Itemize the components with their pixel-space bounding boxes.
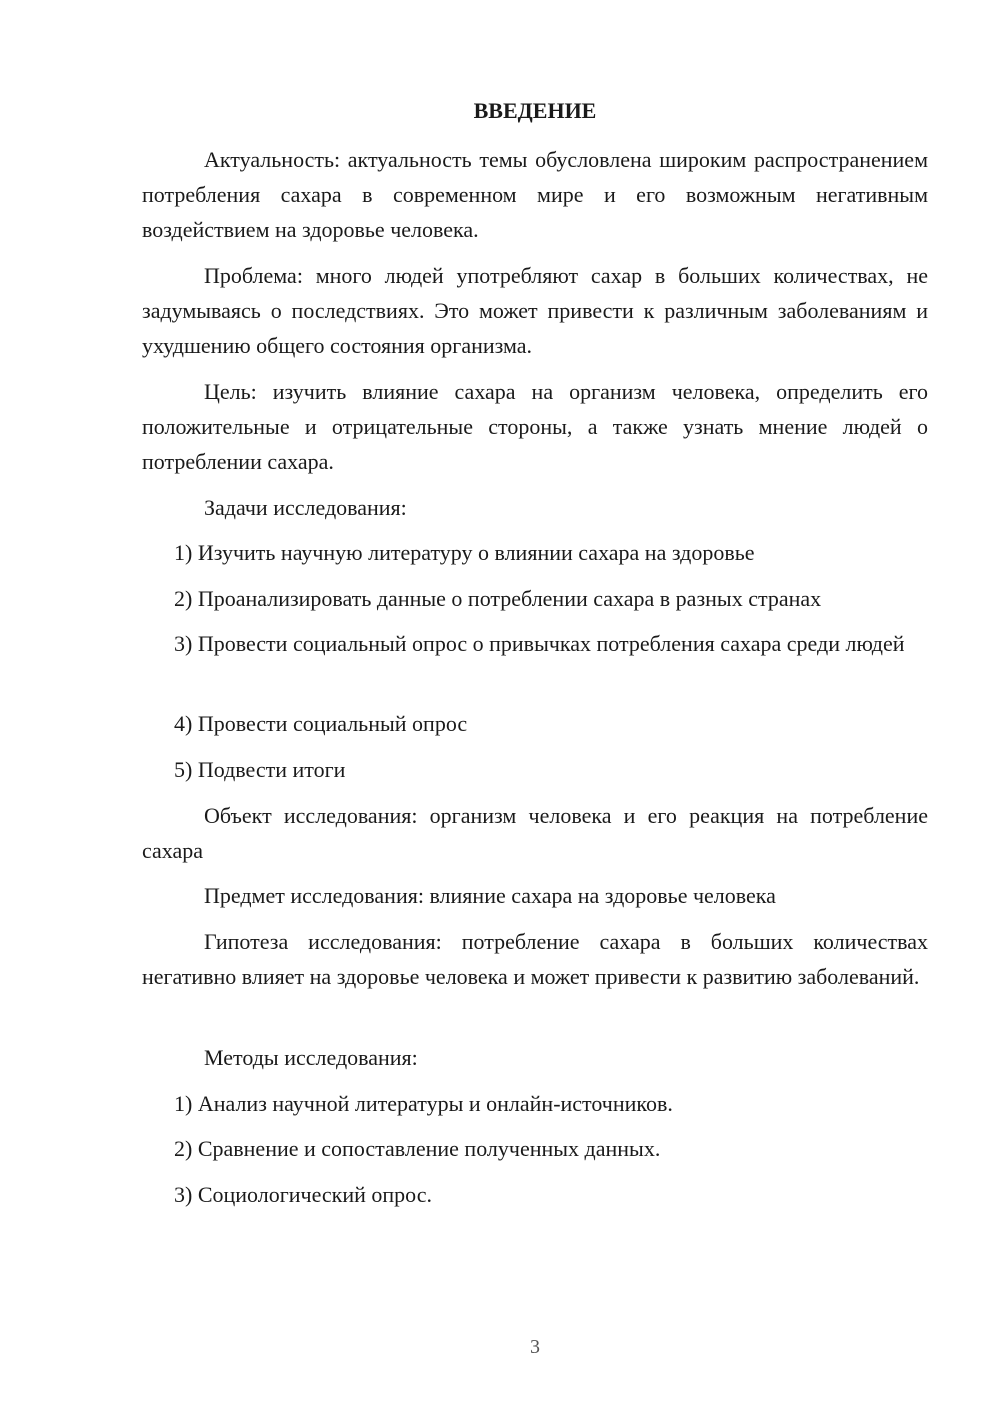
method-item: 1) Анализ научной литературы и онлайн-источников. [174,1091,673,1116]
task-item: 1) Изучить научную литературу о влиянии сахара на здоровье [174,540,755,565]
document-page [142,0,928,1414]
hypothesis-paragraph: Гипотеза исследования: потребление сахара в больших количествах негативно влияет на здоровье человека и может привести к развитию заболеваний. [142,929,928,989]
subject-paragraph: Предмет исследования: влияние сахара на здоровье человека [204,883,776,908]
tasks-heading: Задачи исследования: [204,495,407,520]
goal-paragraph: Цель: изучить влияние сахара на организм человека, определить его положительные и отрицательные стороны, а также узнать мнение людей о потреблении сахара. [142,379,928,474]
task-item: 3) Провести социальный опрос о привычках потребления сахара среди людей [174,631,905,656]
page-title: ВВЕДЕНИЕ [473,98,597,123]
method-item: 2) Сравнение и сопоставление полученных данных. [174,1136,661,1161]
methods-heading: Методы исследования: [204,1045,418,1070]
task-item: 4) Провести социальный опрос [174,711,468,736]
task-item: 2) Проанализировать данные о потреблении сахара в разных странах [174,586,822,611]
relevance-paragraph: Актуальность: актуальность темы обусловлена широким распространением потребления сахара в современном мире и его возможным негативным воздействием на здоровье человека. [142,147,928,242]
problem-paragraph: Проблема: много людей употребляют сахар в больших количествах, не задумываясь о последствиях. Это может привести к различным заболеваниям и ухудшению общего состояния организма. [142,263,928,358]
page-number: 3 [530,1336,540,1358]
method-item: 3) Социологический опрос. [174,1182,432,1207]
object-paragraph: Объект исследования: организм человека и его реакция на потребление сахара [142,803,928,863]
task-item: 5) Подвести итоги [174,757,346,782]
